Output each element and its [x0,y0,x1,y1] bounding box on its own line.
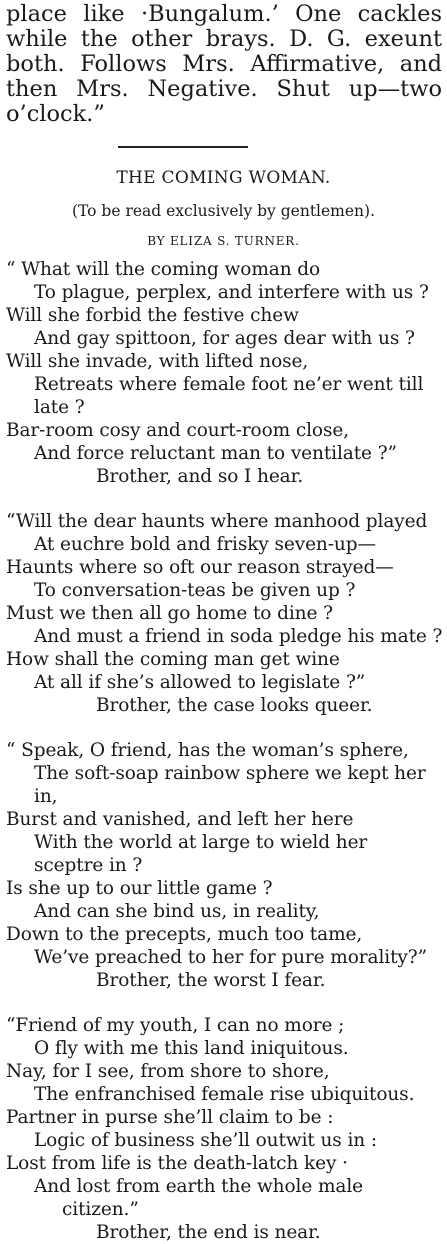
poem-line: “ What will the coming woman do [6,259,321,280]
poem-line: To conversation-teas be given up ? [34,580,356,601]
poem-byline: BY ELIZA S. TURNER. [147,234,300,248]
intro-line: o’clock.” [6,101,105,127]
refrain-line: Brother, and so I hear. [96,466,304,487]
stanza-1 [0,258,447,488]
poem-line: Will she forbid the festive chew [6,305,299,326]
refrain-line: Brother, the worst I fear. [96,970,326,991]
poem-line: And must a friend in soda pledge his mate ? [34,626,443,647]
poem-line: How shall the coming man get wine [6,649,340,670]
poem-line: To plague, perplex, and interfere with us ? [34,282,429,303]
poem-line: And gay spittoon, for ages dear with us ? [34,328,415,349]
poem-line: “Will the dear haunts where manhood played [6,511,428,532]
intro-paragraph [6,2,442,127]
poem-line: sceptre in ? [34,855,143,876]
poem-line: “Friend of my youth, I can no more ; [6,1015,345,1036]
stanza-4 [0,1014,447,1244]
poem-line: With the world at large to wield her [34,832,368,853]
stanza-3 [0,739,447,992]
poem-line: Will she invade, with lifted nose, [6,351,309,372]
poem-line: Logic of business she’ll outwit us in : [34,1130,378,1151]
poem-line: in, [34,786,58,807]
poem-line: And can she bind us, in reality, [34,901,320,922]
poem-line: And lost from earth the whole male [34,1176,364,1197]
stanza-gap [0,717,447,739]
poem-line: The enfranchised female rise ubiquitous. [34,1084,415,1105]
intro-line: then Mrs. Negative. Shut up—two [6,76,442,102]
poem-line: Is she up to our little game ? [6,878,273,899]
poem-line: Burst and vanished, and left her here [6,809,354,830]
poem-line: citizen.” [62,1199,139,1220]
refrain-line: Brother, the end is near. [96,1222,321,1243]
poem-title: THE COMING WOMAN. [116,168,331,188]
stanza-gap [0,992,447,1014]
poem-line: O fly with me this land iniquitous. [34,1038,349,1059]
intro-line: place like ·Bungalum.’ One cackles [6,1,442,27]
poem-line: Partner in purse she’ll claim to be : [6,1107,334,1128]
poem-subtitle: (To be read exclusively by gentlemen). [71,202,376,220]
poem-line: Bar-room cosy and court-room close, [6,420,349,441]
poem-line: Retreats where female foot ne’er went till [34,374,424,395]
intro-line: while the other brays. D. G. exeunt [6,26,442,52]
refrain-line: Brother, the case looks queer. [96,695,373,716]
section-divider [118,146,248,148]
poem-line: The soft-soap rainbow sphere we kept her [34,763,426,784]
intro-line: both. Follows Mrs. Affirmative, and [6,51,442,77]
poem-line: We’ve preached to her for pure morality?” [34,947,427,968]
poem-line: late ? [34,397,85,418]
poem-line: Haunts where so oft our reason strayed— [6,557,394,578]
poem-line: Nay, for I see, from shore to shore, [6,1061,330,1082]
stanza-gap [0,488,447,510]
poem-line: At all if she’s allowed to legislate ?” [34,672,366,693]
poem-line: Lost from life is the death-latch key · [6,1153,348,1174]
poem-line: Must we then all go home to dine ? [6,603,333,624]
stanza-2 [0,510,447,717]
poem-line: “ Speak, O friend, has the woman’s sphere, [6,740,409,761]
poem-line: At euchre bold and frisky seven-up— [34,534,376,555]
poem-body [0,258,447,1244]
poem-line: Down to the precepts, much too tame, [6,924,363,945]
poem-line: And force reluctant man to ventilate ?” [34,443,397,464]
